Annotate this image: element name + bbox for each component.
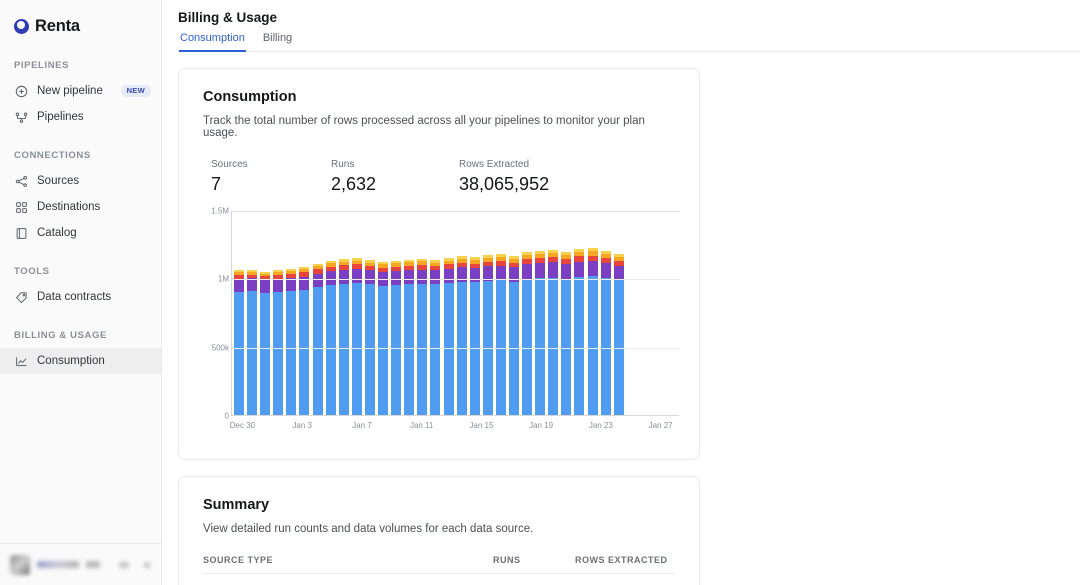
chart-bar-segment — [365, 284, 375, 415]
chart-bar[interactable] — [273, 270, 283, 415]
brand-name: Renta — [35, 16, 80, 35]
chart-bar-segment — [444, 283, 454, 415]
sidebar — [0, 0, 162, 585]
sidebar-item-label: Consumption — [37, 355, 105, 367]
column-source-type: SOURCE TYPE — [203, 555, 274, 565]
chart-bar[interactable] — [378, 262, 388, 415]
new-badge: NEW — [121, 85, 151, 97]
chart-bar[interactable] — [404, 260, 414, 415]
chart-bar-segment — [352, 269, 362, 283]
sidebar-item-pipelines[interactable] — [0, 104, 161, 130]
chart-bar-segment — [286, 291, 296, 415]
chart-y-tick-label: 1M — [217, 274, 229, 284]
page-header — [162, 0, 1080, 52]
chart-x-tick-label: Jan 11 — [409, 421, 434, 430]
summary-table-header — [203, 555, 675, 574]
chart-bar-segment — [260, 293, 270, 415]
chart-bar-segment — [601, 263, 611, 278]
grid-icon — [14, 200, 28, 214]
chart-bar-segment — [548, 278, 558, 415]
chart-bar-segment — [365, 270, 375, 284]
chart-y-tick-label: 0 — [224, 411, 229, 421]
plus-circle-icon — [14, 84, 28, 98]
chart-bar[interactable] — [260, 272, 270, 415]
chart-bar-segment — [391, 271, 401, 285]
chart-bar[interactable] — [430, 260, 440, 415]
chart-gridline — [232, 348, 680, 349]
chart-bar-segment — [339, 284, 349, 415]
sidebar-item-catalog[interactable] — [0, 220, 161, 246]
metric-label: Sources — [211, 159, 248, 170]
chart-bar[interactable] — [247, 270, 257, 415]
pipelines-icon — [14, 110, 28, 124]
chart-bar-segment — [326, 285, 336, 415]
chart-y-tick-label: 500k — [211, 343, 229, 353]
summary-card — [178, 476, 700, 585]
chart-bar[interactable] — [391, 261, 401, 415]
metric-value: 38,065,952 — [459, 174, 550, 194]
chart-bar-segment — [247, 291, 257, 415]
chart-bar[interactable] — [365, 260, 375, 415]
chart-bar-segment — [339, 270, 349, 284]
sidebar-item-new-pipeline[interactable] — [0, 78, 161, 104]
chart-bar-segment — [417, 270, 427, 284]
sidebar-section-connections: CONNECTIONS — [14, 150, 91, 161]
sidebar-item-label: Sources — [37, 175, 80, 187]
metric-runs — [331, 159, 459, 195]
metric-value: 2,632 — [331, 174, 377, 194]
chart-x-axis — [231, 421, 679, 439]
app-logo[interactable] — [0, 0, 161, 40]
metric-sources — [203, 159, 331, 195]
tab-billing[interactable]: Billing — [262, 32, 293, 44]
chart-bar-segment — [614, 266, 624, 281]
summary-title: Summary — [203, 497, 270, 513]
chart-bar-segment — [391, 285, 401, 415]
chart-bar-segment — [273, 279, 283, 292]
chart-x-tick-label: Jan 15 — [469, 421, 494, 430]
chart-gridline — [232, 211, 680, 212]
chart-y-tick-label: 1.5M — [211, 206, 229, 216]
chart-bar[interactable] — [614, 254, 624, 415]
metric-label: Rows Extracted — [459, 159, 530, 170]
tab-bar — [178, 32, 1080, 52]
chart-bar-segment — [574, 262, 584, 277]
content-area — [162, 52, 1080, 585]
chart-bar-segment — [404, 270, 414, 284]
chart-bar-segment — [378, 286, 388, 415]
consumption-subtitle: Track the total number of rows processed across all your pipelines to monitor your plan usage. — [203, 115, 645, 139]
chart-x-tick-label: Jan 27 — [648, 421, 673, 430]
chart-x-tick-label: Jan 19 — [529, 421, 554, 430]
chart-bar-segment — [352, 283, 362, 415]
chart-bar-segment — [417, 284, 427, 415]
chart-bar-segment — [299, 290, 309, 415]
consumption-card — [178, 68, 700, 460]
chart-bar[interactable] — [444, 258, 454, 415]
chart-bar-segment — [234, 279, 244, 292]
sidebar-item-label: Destinations — [37, 201, 101, 213]
tab-consumption[interactable]: Consumption — [179, 32, 246, 51]
account-name-blurred — [37, 561, 79, 568]
chart-plot-area — [211, 206, 679, 421]
chart-bar[interactable] — [417, 259, 427, 415]
main-content — [162, 0, 1080, 585]
chart-bar-segment — [496, 266, 506, 281]
chart-bar[interactable] — [601, 251, 611, 415]
avatar — [10, 555, 30, 575]
sidebar-item-label: Pipelines — [37, 111, 84, 123]
chart-bar-segment — [430, 284, 440, 415]
chart-bar-segment — [313, 274, 323, 288]
sidebar-section-billing-usage: BILLING & USAGE — [14, 330, 107, 341]
chart-bar-segment — [404, 284, 414, 415]
chart-bar-segment — [470, 282, 480, 415]
chart-bar[interactable] — [588, 248, 598, 415]
chart-bar-segment — [522, 264, 532, 279]
chart-bar-segment — [548, 262, 558, 277]
sidebar-item-label: Data contracts — [37, 291, 112, 303]
share-nodes-icon — [14, 174, 28, 188]
chart-bar-segment — [260, 280, 270, 293]
chart-bar[interactable] — [299, 267, 309, 415]
metric-label: Runs — [331, 159, 355, 170]
account-extra-blurred — [119, 562, 129, 568]
chart-line-icon — [14, 354, 28, 368]
book-icon — [14, 226, 28, 240]
consumption-chart — [203, 206, 675, 437]
chart-bar[interactable] — [326, 261, 336, 415]
sidebar-item-destinations[interactable] — [0, 194, 161, 220]
chart-x-tick-label: Jan 23 — [588, 421, 613, 430]
chart-bar-segment — [561, 264, 571, 279]
consumption-title: Consumption — [203, 89, 297, 105]
chart-bar[interactable] — [496, 254, 506, 415]
account-plan-blurred — [86, 561, 100, 568]
chart-x-tick-label: Jan 7 — [352, 421, 372, 430]
chart-bars — [234, 211, 679, 415]
chart-bar[interactable] — [535, 251, 545, 415]
renta-logo-icon — [14, 19, 29, 34]
chart-x-tick-label: Jan 3 — [292, 421, 312, 430]
chart-bar-segment — [430, 270, 440, 284]
chart-bar[interactable] — [574, 249, 584, 415]
sidebar-item-data-contracts[interactable] — [0, 284, 161, 310]
column-runs: RUNS — [493, 555, 521, 565]
chart-bar[interactable] — [286, 269, 296, 415]
chart-bar[interactable] — [352, 258, 362, 415]
column-rows-extracted: ROWS EXTRACTED — [575, 555, 668, 565]
sidebar-item-label: Catalog — [37, 227, 77, 239]
user-account-bar[interactable] — [0, 543, 162, 585]
chart-gridline — [232, 279, 680, 280]
chart-bar-segment — [574, 277, 584, 415]
chart-bar-segment — [273, 292, 283, 415]
chart-bar[interactable] — [522, 252, 532, 415]
chart-bar[interactable] — [470, 257, 480, 415]
summary-subtitle: View detailed run counts and data volumes for each data source. — [203, 523, 534, 535]
chart-bar-segment — [588, 261, 598, 277]
chart-bar-segment — [535, 263, 545, 278]
sidebar-item-sources[interactable] — [0, 168, 161, 194]
page-title: Billing & Usage — [178, 10, 278, 25]
chart-bar-segment — [313, 287, 323, 415]
chart-bar-segment — [444, 269, 454, 283]
chart-bar[interactable] — [234, 270, 244, 415]
tag-icon — [14, 290, 28, 304]
chart-bar[interactable] — [313, 264, 323, 415]
sidebar-item-label: New pipeline — [37, 85, 103, 97]
sidebar-section-pipelines: PIPELINES — [14, 60, 70, 71]
sidebar-item-consumption[interactable] — [0, 348, 161, 374]
metric-rows-extracted — [459, 159, 659, 195]
chart-bar[interactable] — [339, 259, 349, 415]
account-menu-icon[interactable] — [144, 562, 150, 568]
metric-value: 7 — [211, 174, 222, 194]
sidebar-section-tools: TOOLS — [14, 266, 50, 277]
chart-bar-segment — [234, 292, 244, 415]
chart-bar[interactable] — [548, 250, 558, 415]
chart-bar-segment — [588, 276, 598, 415]
chart-bar[interactable] — [561, 252, 571, 415]
chart-bar-segment — [326, 271, 336, 285]
metrics-row — [203, 159, 675, 195]
chart-x-tick-label: Dec 30 — [229, 421, 256, 430]
